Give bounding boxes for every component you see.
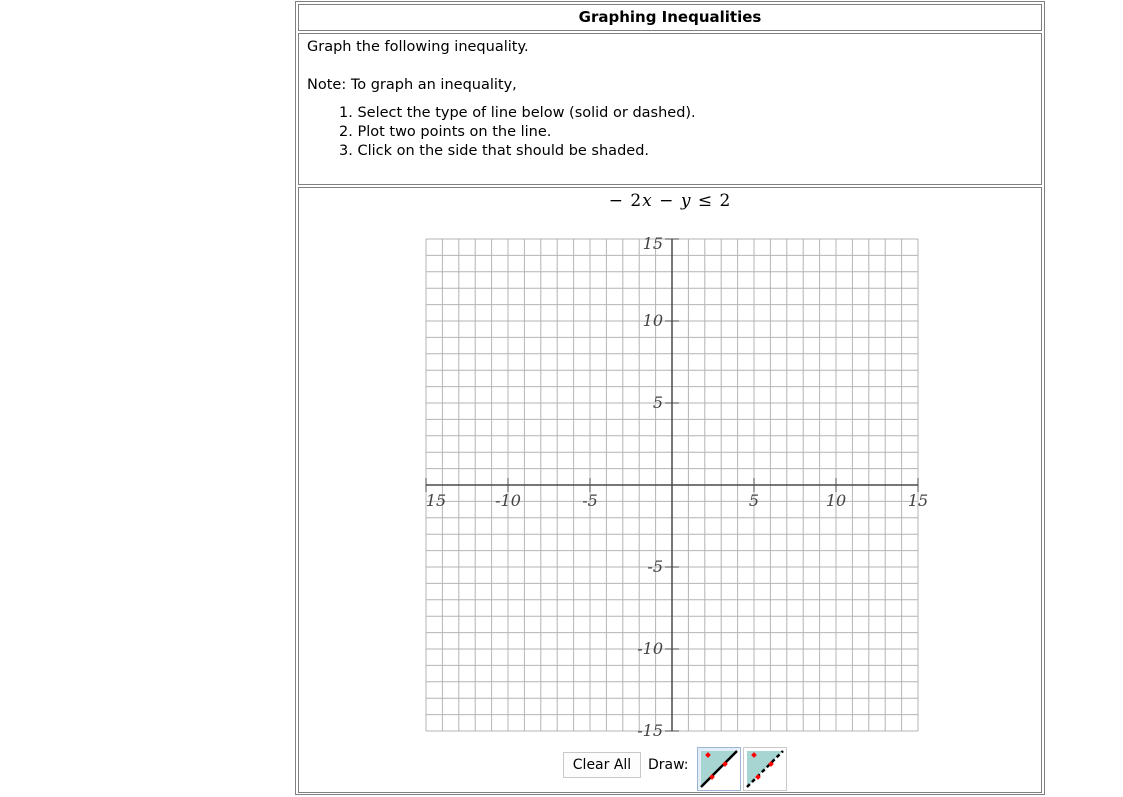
draw-label: Draw:	[648, 757, 689, 773]
instruction-step: 2. Plot two points on the line.	[339, 124, 552, 140]
inequality-expression	[299, 191, 1041, 211]
title-bar	[298, 4, 1042, 31]
right-hand-side: 2	[719, 191, 732, 211]
x-tick-label: -10	[495, 491, 521, 510]
y-tick-label: -10	[637, 639, 663, 658]
instruction-intro: Graph the following inequality.	[307, 39, 529, 55]
inequality-operator: ≤	[697, 191, 714, 211]
coefficient: − 2	[608, 191, 643, 211]
instruction-steps	[335, 104, 696, 161]
problem-frame	[295, 1, 1045, 795]
y-tick-label: 5	[652, 393, 663, 412]
graph-canvas[interactable]	[422, 234, 929, 740]
dashed-line-tool[interactable]	[743, 747, 787, 791]
y-tick-label: -5	[647, 557, 663, 576]
instruction-step: 1. Select the type of line below (solid or dashed).	[339, 105, 696, 121]
x-tick-label: -5	[582, 491, 598, 510]
instruction-step: 3. Click on the side that should be shaded.	[339, 143, 650, 159]
instruction-note: Note: To graph an inequality,	[307, 77, 517, 93]
x-tick-label: 15	[425, 491, 447, 510]
y-tick-label: 10	[642, 311, 663, 330]
page-title: Graphing Inequalities	[578, 8, 762, 26]
dashed-line-icon	[744, 748, 786, 790]
x-tick-label: 15	[907, 491, 929, 510]
instructions-panel	[298, 33, 1042, 185]
solid-line-icon	[698, 748, 740, 790]
solid-line-tool[interactable]	[697, 747, 741, 791]
x-tick-label: 10	[825, 491, 847, 510]
graph-panel	[298, 187, 1042, 793]
minus-sign: −	[659, 191, 675, 211]
clear-all-button[interactable]: Clear All	[563, 752, 641, 778]
y-tick-label: 15	[642, 234, 663, 253]
y-tick-label: -15	[637, 721, 663, 740]
variable-x: x	[642, 191, 653, 211]
variable-y: y	[680, 191, 692, 211]
x-tick-label: 5	[748, 491, 760, 510]
